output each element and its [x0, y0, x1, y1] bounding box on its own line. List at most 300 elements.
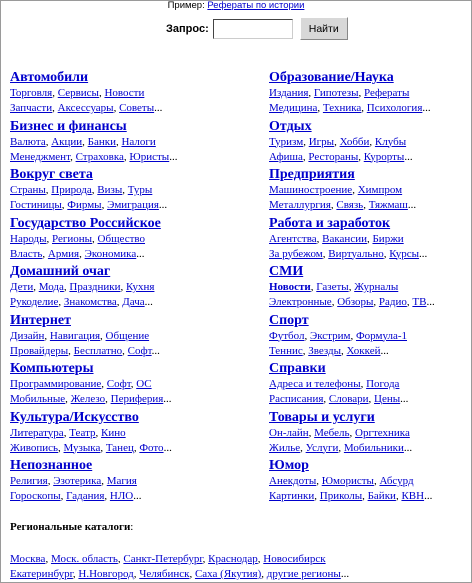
example-label: Пример:	[167, 0, 205, 11]
subcategory-link[interactable]: Железо	[70, 393, 106, 405]
category-title-link[interactable]: Домашний очаг	[10, 264, 111, 279]
subcategory-line	[269, 329, 469, 344]
category-block	[269, 408, 469, 457]
subcategory-link[interactable]: Цены	[374, 393, 401, 405]
category-title-link[interactable]: Интернет	[10, 312, 71, 328]
category-block	[269, 262, 469, 311]
subcategory-link[interactable]: Гадания	[66, 490, 105, 502]
subcategory-line	[10, 426, 262, 441]
separator: ,	[363, 199, 369, 211]
separator: ,	[330, 199, 337, 211]
subcategory-line	[269, 183, 469, 198]
subcategory-link[interactable]: Юмористы	[321, 475, 374, 487]
subcategory-line	[10, 329, 262, 344]
subcategory-line	[269, 295, 469, 310]
subcategory-link[interactable]: Рефераты	[364, 87, 410, 99]
subcategory-link[interactable]: Регионы	[52, 232, 93, 245]
separator: ,	[316, 475, 322, 487]
more-ellipsis[interactable]: ...	[169, 150, 178, 163]
subcategory-link[interactable]: Дизайн	[10, 329, 45, 342]
separator: ,	[395, 490, 402, 502]
search-form	[166, 17, 348, 40]
more-ellipsis[interactable]: ...	[407, 199, 417, 211]
separator: ,	[133, 568, 140, 580]
subcategory-link[interactable]: Газеты	[316, 281, 349, 293]
subcategory-link[interactable]: Запчасти	[10, 102, 53, 114]
more-ellipsis[interactable]: ...	[380, 344, 389, 357]
subcategory-link[interactable]: Курорты	[363, 150, 405, 163]
more-ellipsis[interactable]: ...	[163, 393, 172, 405]
subcategory-link[interactable]: Софт	[106, 378, 131, 390]
subcategory-link[interactable]: Кухня	[125, 281, 155, 293]
subcategory-line	[10, 377, 262, 392]
region-link[interactable]: Санкт-Петербург	[123, 553, 203, 565]
separator: ,	[348, 281, 355, 293]
subcategory-link[interactable]: Туризм	[269, 135, 304, 148]
subcategory-line	[10, 232, 262, 247]
subcategory-link[interactable]: Торговля	[10, 87, 53, 99]
separator: ,	[91, 184, 98, 196]
subcategory-line	[269, 474, 469, 489]
subcategory-line	[269, 392, 469, 407]
subcategory-line	[10, 183, 262, 198]
separator: ,	[100, 329, 106, 342]
subcategory-link[interactable]: Налоги	[121, 135, 156, 148]
subcategory-link[interactable]: Программирование	[10, 378, 102, 390]
category-block	[10, 214, 262, 263]
more-ellipsis[interactable]: ...	[404, 150, 413, 163]
separator: ,	[101, 378, 107, 390]
subcategory-link[interactable]: ТВ	[412, 296, 427, 308]
subcategory-link[interactable]: Абсурд	[379, 475, 414, 487]
category-title-link[interactable]: Автомобили	[10, 70, 89, 85]
search-button[interactable]: Найти	[300, 17, 348, 40]
subcategory-link[interactable]: Софт	[127, 344, 152, 357]
separator: ,	[352, 184, 358, 196]
separator: ,	[304, 329, 310, 342]
regional-catalogs-heading	[10, 521, 133, 533]
separator: ,	[303, 135, 309, 148]
separator: ,	[68, 344, 74, 357]
subcategory-link[interactable]: Байки	[367, 490, 396, 502]
category-title-link[interactable]: Справки	[269, 361, 326, 376]
separator: ,	[101, 475, 107, 487]
region-link[interactable]: другие регионы	[266, 568, 341, 580]
separator: ,	[58, 296, 64, 308]
separator: ,	[92, 232, 98, 245]
subcategory-link[interactable]: Хобби	[339, 135, 370, 148]
separator: ,	[366, 232, 373, 245]
separator: ,	[373, 475, 380, 487]
subcategory-line	[269, 344, 469, 359]
subcategory-link[interactable]: Курсы	[389, 247, 420, 260]
subcategory-line	[269, 86, 469, 101]
subcategory-line	[10, 86, 262, 101]
more-ellipsis[interactable]: ...	[419, 247, 428, 260]
subcategory-link[interactable]: Банки	[87, 135, 116, 148]
subcategory-link[interactable]: Сервисы	[57, 87, 99, 99]
separator: ,	[322, 247, 329, 260]
separator: ,	[361, 102, 367, 114]
subcategory-line	[269, 489, 469, 504]
subcategory-link[interactable]: Виртуально	[328, 247, 384, 260]
subcategory-line	[10, 441, 262, 456]
category-block	[10, 408, 262, 457]
subcategory-link[interactable]: Дача	[122, 296, 145, 308]
separator: ,	[120, 281, 126, 293]
subcategory-link[interactable]: Биржи	[372, 232, 404, 245]
subcategory-link[interactable]: Общение	[105, 329, 150, 342]
more-ellipsis[interactable]: ...	[400, 393, 409, 405]
subcategory-link[interactable]: Навигация	[49, 329, 101, 342]
subcategory-link[interactable]: Журналы	[354, 281, 399, 293]
subcategory-link[interactable]: Фото	[139, 441, 164, 454]
separator: ,	[122, 344, 128, 357]
subcategory-link[interactable]: Техника	[322, 102, 362, 114]
subcategory-link[interactable]: Знакомства	[63, 296, 117, 308]
subcategory-link[interactable]: Эмиграция	[107, 199, 159, 211]
subcategory-link[interactable]: Психология	[366, 102, 423, 114]
subcategory-line	[269, 441, 469, 456]
subcategory-link[interactable]: Танец	[105, 441, 134, 454]
separator: ,	[334, 135, 340, 148]
separator: ,	[202, 553, 209, 565]
more-ellipsis[interactable]: ...	[424, 490, 433, 502]
category-block	[10, 456, 262, 505]
more-ellipsis[interactable]: ...	[154, 102, 163, 114]
more-ellipsis[interactable]: ...	[158, 199, 168, 211]
subcategory-link[interactable]: Кино	[101, 426, 126, 439]
separator: ,	[63, 426, 70, 439]
subcategory-line	[10, 489, 262, 504]
subcategory-link[interactable]: Туры	[127, 184, 153, 196]
subcategory-link[interactable]: Бесплатно	[73, 344, 123, 357]
category-block	[10, 68, 262, 117]
separator: ,	[383, 247, 390, 260]
search-input[interactable]	[213, 19, 293, 39]
example-hint	[1, 0, 471, 11]
subcategory-line	[10, 295, 262, 310]
subcategory-link[interactable]: Мебель	[314, 426, 350, 439]
subcategory-link[interactable]: КВН	[401, 490, 425, 502]
subcategory-link[interactable]: Праздники	[69, 281, 121, 293]
more-ellipsis[interactable]: ...	[340, 568, 350, 580]
separator: ,	[82, 135, 88, 148]
subcategory-link[interactable]: Звезды	[308, 344, 342, 357]
subcategory-link[interactable]: Формула-1	[355, 329, 408, 342]
region-link[interactable]: Краснодар	[208, 553, 258, 565]
subcategory-link[interactable]: Юристы	[129, 150, 170, 163]
subcategory-link[interactable]: Словари	[328, 393, 369, 405]
subcategory-link[interactable]: Рукоделие	[10, 296, 59, 308]
subcategory-link[interactable]: Армия	[47, 247, 80, 260]
separator: ,	[302, 150, 309, 163]
region-link[interactable]: Екатеринбург	[10, 568, 73, 580]
category-block	[269, 311, 469, 360]
subcategory-link[interactable]: Живопись	[10, 441, 59, 454]
subcategory-link[interactable]: Погода	[366, 378, 400, 390]
separator: ,	[79, 247, 85, 260]
subcategory-link[interactable]: Природа	[51, 184, 92, 196]
subcategory-link[interactable]: Клубы	[374, 135, 407, 148]
separator: ,	[70, 150, 76, 163]
category-block	[10, 117, 262, 166]
category-block	[269, 359, 469, 408]
subcategory-link[interactable]: Экономика	[84, 247, 137, 260]
left-category-column	[10, 68, 262, 505]
subcategory-link[interactable]: ОС	[136, 378, 152, 390]
subcategory-link[interactable]: Жилье	[269, 441, 301, 454]
subcategory-link[interactable]: Радио	[378, 296, 407, 308]
separator: ,	[323, 393, 329, 405]
separator: ,	[47, 475, 54, 487]
separator: ,	[123, 150, 130, 163]
separator: ,	[349, 426, 355, 439]
separator: ,	[189, 568, 195, 580]
subcategory-link[interactable]: Советы	[119, 102, 155, 114]
search-label: Запрос:	[166, 22, 209, 35]
separator: ,	[117, 553, 124, 565]
more-ellipsis[interactable]: ...	[403, 441, 413, 454]
subcategory-link[interactable]: Услуги	[305, 441, 339, 454]
subcategory-link[interactable]: Акции	[51, 135, 83, 148]
separator: ,	[52, 87, 58, 99]
category-title-link[interactable]: Спорт	[269, 312, 309, 328]
separator: ,	[368, 393, 375, 405]
category-title-link[interactable]: Отдых	[269, 118, 312, 134]
separator: ,	[308, 426, 315, 439]
separator: ,	[358, 150, 364, 163]
separator: ,	[257, 553, 264, 565]
subcategory-link[interactable]: Валюта	[10, 135, 46, 148]
category-title-link[interactable]: Культура/Искусство	[10, 409, 139, 425]
subcategory-link[interactable]: Дети	[10, 281, 34, 293]
category-title-link[interactable]: Юмор	[269, 458, 309, 473]
subcategory-link[interactable]: Игры	[308, 135, 335, 148]
separator: ,	[113, 102, 120, 114]
subcategory-link[interactable]: Картинки	[269, 490, 315, 502]
region-link[interactable]: Н.Новгород	[78, 568, 134, 580]
subcategory-link[interactable]: Аксессуары	[57, 102, 114, 114]
separator: ,	[310, 281, 317, 293]
separator: ,	[100, 441, 106, 454]
subcategory-line	[269, 377, 469, 392]
subcategory-link[interactable]: Театр	[69, 426, 96, 439]
subcategory-line	[10, 198, 262, 213]
separator: ,	[360, 378, 367, 390]
more-ellipsis[interactable]: ...	[422, 102, 431, 114]
region-link[interactable]: Саха (Якутия)	[194, 568, 262, 580]
separator: ,	[95, 426, 102, 439]
separator: ,	[369, 135, 375, 148]
subcategory-line	[10, 150, 262, 165]
subcategory-link[interactable]: Периферия	[110, 393, 164, 405]
more-ellipsis[interactable]: ...	[163, 441, 172, 454]
more-ellipsis[interactable]: ...	[426, 296, 435, 308]
category-title-link[interactable]: Вокруг света	[10, 167, 93, 182]
subcategory-link[interactable]: Общество	[97, 232, 146, 245]
subcategory-link[interactable]: Гостиницы	[10, 199, 62, 211]
separator: ,	[122, 184, 128, 196]
category-block	[269, 456, 469, 505]
category-block	[10, 359, 262, 408]
subcategory-link[interactable]: Агентства	[269, 232, 317, 245]
more-ellipsis[interactable]: ...	[144, 296, 153, 308]
subcategory-line	[269, 150, 469, 165]
separator: ,	[300, 441, 306, 454]
separator: ,	[60, 490, 67, 502]
separator: ,	[98, 87, 105, 99]
separator: ,	[358, 87, 365, 99]
subcategory-link[interactable]: Он-лайн	[269, 426, 309, 439]
subcategory-link[interactable]: Религия	[10, 475, 48, 487]
subcategory-link[interactable]: Гороскопы	[10, 490, 61, 502]
regional-links-line-2	[10, 567, 349, 582]
subcategory-link[interactable]: Химпром	[357, 184, 403, 196]
separator: ,	[46, 232, 52, 245]
subcategory-link[interactable]: Связь	[336, 199, 364, 211]
region-link[interactable]: Москва	[10, 553, 46, 565]
subcategory-link[interactable]: Новости	[269, 281, 311, 293]
more-ellipsis[interactable]: ...	[136, 247, 145, 260]
subcategory-link[interactable]: Металлургия	[269, 199, 331, 211]
subcategory-link[interactable]: Эзотерика	[53, 475, 102, 487]
region-link[interactable]: Моск. область	[50, 553, 118, 565]
subcategory-link[interactable]: Рестораны	[308, 150, 359, 163]
category-title-link[interactable]: Компьютеры	[10, 361, 94, 376]
subcategory-line	[269, 101, 469, 116]
subcategory-link[interactable]: Издания	[269, 87, 309, 99]
subcategory-link[interactable]: Мода	[38, 281, 64, 293]
category-title-link[interactable]: СМИ	[269, 264, 304, 279]
subcategory-link[interactable]: Вакансии	[322, 232, 367, 245]
subcategory-link[interactable]: За рубежом	[269, 247, 323, 260]
subcategory-link[interactable]: Мобильники	[343, 441, 404, 454]
subcategory-link[interactable]: Экстрим	[309, 329, 351, 342]
subcategory-link[interactable]: Оргтехника	[355, 426, 410, 439]
subcategory-line	[269, 198, 469, 213]
separator: ,	[133, 441, 140, 454]
subcategory-link[interactable]: Машиностроение	[269, 184, 353, 196]
subcategory-line	[10, 392, 262, 407]
subcategory-link[interactable]: Музыка	[63, 441, 101, 454]
category-title-link[interactable]: Работа и заработок	[269, 215, 391, 231]
category-block	[10, 262, 262, 311]
subcategory-line	[269, 426, 469, 441]
separator: ,	[101, 199, 108, 211]
category-title-link[interactable]: Предприятия	[269, 167, 355, 182]
subcategory-link[interactable]: Страховка	[75, 150, 124, 163]
regional-catalogs-colon: :	[130, 521, 134, 533]
subcategory-link[interactable]: Расписания	[269, 393, 324, 405]
regional-catalogs-label: Региональные каталоги	[10, 521, 131, 533]
separator: ,	[33, 281, 39, 293]
subcategory-link[interactable]: Визы	[97, 184, 123, 196]
subcategory-link[interactable]: Новости	[104, 87, 145, 99]
subcategory-link[interactable]: Тяжмаш	[368, 199, 408, 211]
subcategory-link[interactable]: Страны	[10, 184, 46, 196]
subcategory-link[interactable]: Афиша	[269, 150, 303, 163]
separator: ,	[316, 232, 323, 245]
subcategory-link[interactable]: Народы	[10, 232, 47, 245]
category-title-link[interactable]: Товары и услуги	[269, 409, 375, 425]
category-title-link[interactable]: Государство Российское	[10, 215, 161, 231]
category-block	[269, 214, 469, 263]
separator: ,	[45, 184, 52, 196]
subcategory-line	[269, 280, 469, 295]
subcategory-link[interactable]: Власть	[10, 247, 43, 260]
subcategory-link[interactable]: Медицина	[269, 102, 318, 114]
category-title-link[interactable]: Непознанное	[10, 458, 93, 473]
subcategory-link[interactable]: Адреса и телефоны	[269, 378, 361, 390]
separator: ,	[373, 296, 379, 308]
subcategory-link[interactable]: Мобильные	[10, 393, 66, 405]
subcategory-link[interactable]: Приколы	[319, 490, 363, 502]
more-ellipsis[interactable]: ...	[133, 490, 142, 502]
subcategory-link[interactable]: Литература	[10, 426, 64, 439]
separator: ,	[308, 87, 314, 99]
subcategory-line	[10, 135, 262, 150]
subcategory-line	[269, 232, 469, 247]
subcategory-link[interactable]: Футбол	[269, 329, 305, 342]
region-link[interactable]: Челябинск	[139, 568, 190, 580]
separator: ,	[130, 378, 137, 390]
separator: ,	[338, 441, 344, 454]
separator: ,	[105, 393, 111, 405]
separator: ,	[331, 296, 338, 308]
separator: ,	[63, 281, 70, 293]
subcategory-link[interactable]: Гипотезы	[313, 87, 359, 99]
subcategory-line	[269, 135, 469, 150]
subcategory-link[interactable]: НЛО	[109, 490, 134, 502]
subcategory-link[interactable]: Фирмы	[67, 199, 102, 211]
separator: ,	[314, 490, 320, 502]
more-ellipsis[interactable]: ...	[151, 344, 160, 357]
subcategory-line	[10, 280, 262, 295]
regional-links-line-1	[10, 552, 326, 567]
subcategory-link[interactable]: Хоккей	[346, 344, 381, 357]
category-block	[269, 165, 469, 214]
subcategory-link[interactable]: Менеджмент	[10, 150, 71, 163]
category-block	[10, 165, 262, 214]
separator: ,	[261, 568, 267, 580]
subcategory-link[interactable]: Анекдоты	[269, 475, 317, 487]
category-block	[269, 68, 469, 117]
separator: ,	[45, 553, 51, 565]
category-title-link[interactable]: Образование/Наука	[269, 70, 394, 85]
subcategory-link[interactable]: Обзоры	[337, 296, 374, 308]
separator: ,	[104, 490, 110, 502]
region-link[interactable]: Новосибирск	[263, 553, 326, 565]
separator: ,	[115, 135, 122, 148]
separator: ,	[72, 568, 79, 580]
separator: ,	[317, 102, 323, 114]
example-link[interactable]: Рефераты по истории	[207, 0, 305, 11]
subcategory-link[interactable]: Магия	[106, 475, 137, 487]
category-block	[269, 117, 469, 166]
subcategory-link[interactable]: Провайдеры	[10, 344, 69, 357]
subcategory-link[interactable]: Электронные	[269, 296, 332, 308]
separator: ,	[341, 344, 347, 357]
subcategory-link[interactable]: Теннис	[269, 344, 303, 357]
separator: ,	[362, 490, 368, 502]
subcategory-line	[269, 247, 469, 262]
subcategory-line	[10, 247, 262, 262]
separator: ,	[406, 296, 413, 308]
separator: ,	[44, 329, 50, 342]
separator: ,	[45, 135, 52, 148]
category-title-link[interactable]: Бизнес и финансы	[10, 118, 127, 134]
